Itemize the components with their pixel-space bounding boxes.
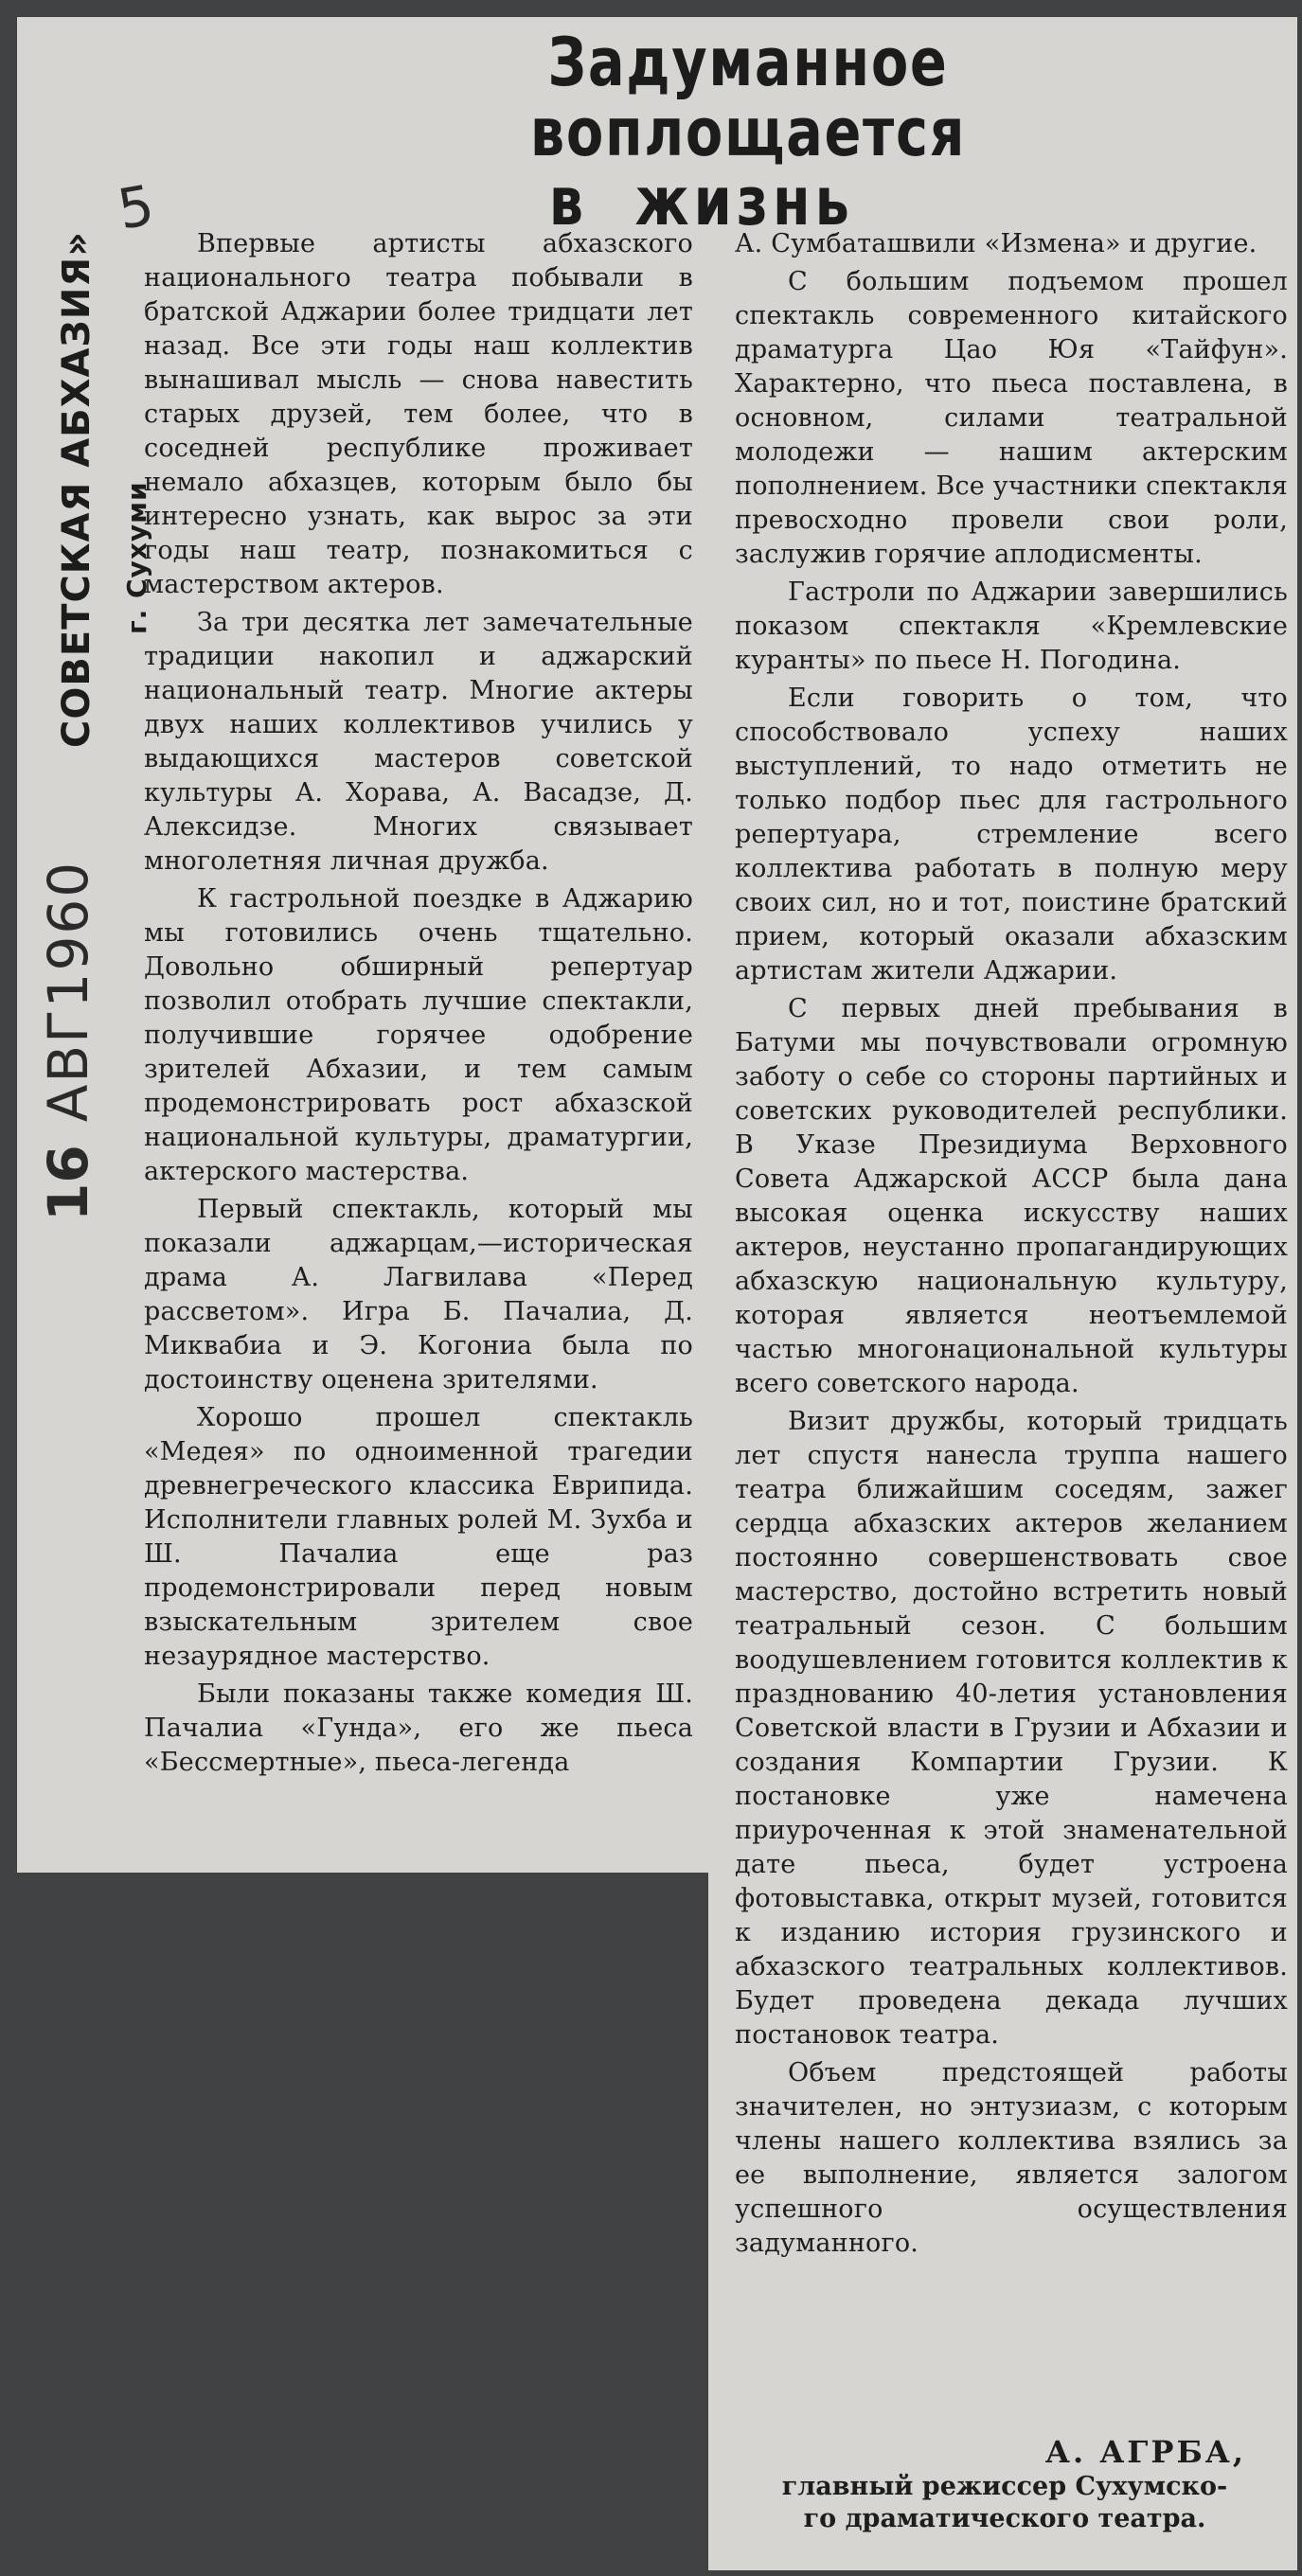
paragraph: Были показаны также комедия Ш. Пачалиа «Гунда», его же пьеса «Бессмертные», пьеса-легенда bbox=[144, 1679, 693, 1777]
newspaper-masthead: СОВЕТСКАЯ АБХАЗИЯ» bbox=[55, 231, 98, 748]
paragraph: Хорошо прошел спектакль «Медея» по одноименной трагедии древнегреческого классика Еврипида. Исполнители главных ролей М. Зухба и Ш. Пачалиа еще раз продемонстрировали перед новым взыскательным зрителем свое незаурядное мастерство. bbox=[144, 1403, 693, 1671]
article-left-column bbox=[144, 227, 693, 1784]
headline-line-2: в жизнь bbox=[548, 163, 854, 240]
date-stamp-day: 16 bbox=[36, 1145, 100, 1221]
pencil-mark: 5 bbox=[113, 172, 159, 242]
paragraph: К гастрольной поездке в Аджарию мы готовились очень тщательно. Довольно обширный репертуар позволил отобрать лучшие спектакли, получившие горячее одобрение зрителей Абхазии, и тем самым продемонстрировать рост абхазской национальной культуры, драматургии, актерского мастерства. bbox=[144, 884, 693, 1186]
paragraph: Впервые артисты абхазского национального театра побывали в братской Аджарии более тридцати лет назад. Все эти годы наш коллектив вынашивал мысль — снова навестить старых друзей, тем более, что в соседней республике проживает немало абхазцев, которым было бы интересно узнать, как вырос за эти годы наш театр, познакомиться с мастерством актеров. bbox=[144, 229, 693, 599]
author-name: А. АГРБА, bbox=[1044, 2434, 1246, 2470]
date-stamp bbox=[36, 786, 112, 1221]
article-right-column bbox=[735, 227, 1288, 2265]
paragraph: Гастроли по Аджарии завершились показом спектакля «Кремлевские куранты» по пьесе Н. Погодина. bbox=[735, 577, 1288, 675]
paragraph: Если говорить о том, что способствовало успеху наших выступлений, то надо отметить не только подбор пьес для гастрольного репертуара, стремление всего коллектива работать в полную меру своих сил, но и тот, поистине братский прием, который оказали абхазским артистам жители Аджарии. bbox=[735, 684, 1288, 986]
author-signature bbox=[735, 2433, 1246, 2535]
city-label: г. Сухуми bbox=[121, 481, 152, 634]
headline-line-1: Задуманное воплощается bbox=[529, 24, 967, 171]
paragraph: Объем предстоящей работы значителен, но энтузиазм, с которым члены нашего коллектива взялись за ее выполнение, является залогом успешного осуществления задуманного. bbox=[735, 2058, 1288, 2258]
paragraph: За три десятка лет замечательные традиции накопил и аджарский национальный театр. Многие актеры двух наших коллективов учились у выдающихся мастеров советской культуры А. Хорава, А. Васадзе, Д. Алексидзе. Многих связывает многолетняя личная дружба. bbox=[144, 608, 693, 876]
author-position-line-1: главный режиссер Сухумско- bbox=[781, 2472, 1228, 2501]
author-position-line-2: го драматического театра. bbox=[803, 2504, 1206, 2533]
date-stamp-month-year: АВГ1960 bbox=[36, 860, 100, 1123]
paragraph: С большим подъемом прошел спектакль современного китайского драматурга Цао Юя «Тайфун». Характерно, что пьеса поставлена, в основном, силами театральной молодежи — нашим актерским пополнением. Все участники спектакля превосходно провели свои роли, заслужив горячие аплодисменты. bbox=[735, 267, 1288, 569]
paragraph: Первый спектакль, который мы показали аджарцам,—историческая драма А. Лагвилава «Перед рассветом». Игра Б. Пачалиа, Д. Миквабиа и Э. Когониа была по достоинству оценена зрителями. bbox=[144, 1195, 693, 1395]
paragraph-continued: А. Сумбаташвили «Измена» и другие. bbox=[735, 229, 1257, 258]
paragraph: С первых дней пребывания в Батуми мы почувствовали огромную заботу о себе со стороны партийных и советских руководителей республики. В Указе Президиума Верховного Совета Аджарской АССР была дана высокая оценка искусству наших актеров, неустанно пропагандирующих абхазскую национальную культуру, которая является неотъемлемой частью многонациональной культуры всего советского народа. bbox=[735, 994, 1288, 1398]
article-headline bbox=[367, 24, 1129, 240]
paragraph: Визит дружбы, который тридцать лет спустя нанесла труппа нашего театра ближайшим соседям, зажег сердца абхазских актеров желанием постоянно совершенствовать свое мастерство, достойно встретить новый театральный сезон. С большим воодушевлением готовится коллектив к празднованию 40-летия установления Советской власти в Грузии и Абхазии и создания Компартии Грузии. К постановке уже намечена приуроченная к этой знаменательной дате пьеса, будет устроена фотовыставка, открыт музей, готовится к изданию история грузинского и абхазского театральных коллективов. Будет проведена декада лучших постановок театра. bbox=[735, 1407, 1288, 2050]
